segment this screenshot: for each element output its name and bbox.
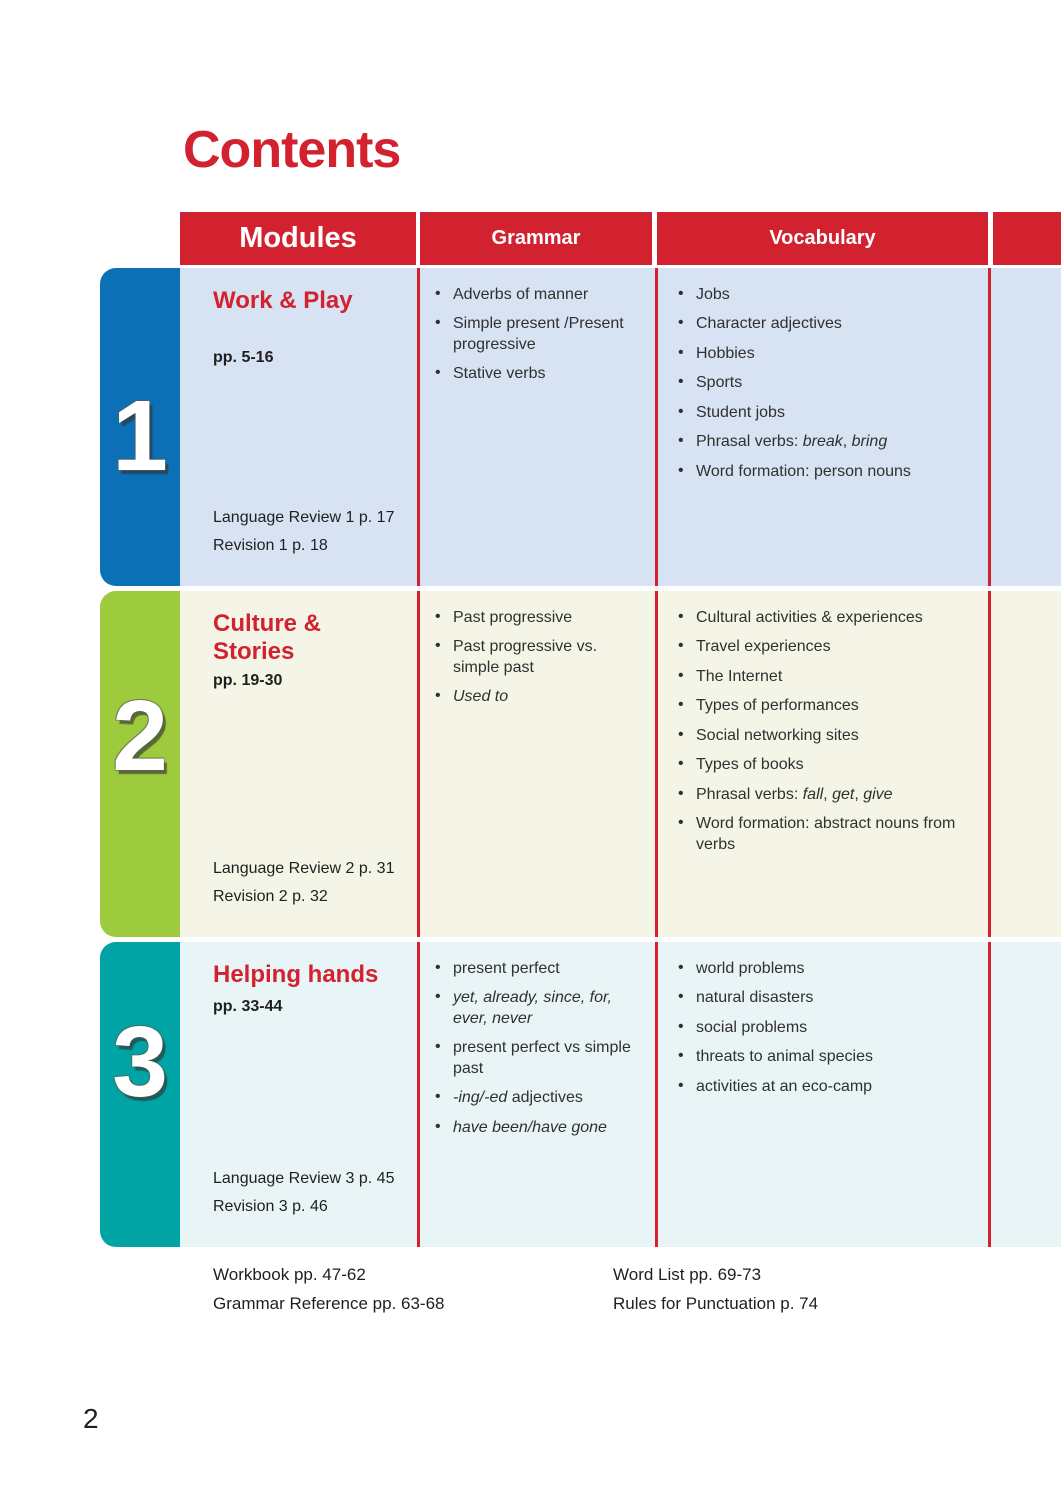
review-block: [213, 1165, 409, 1221]
list-item: • Types of books: [673, 755, 980, 775]
module-row: [100, 268, 1061, 586]
list-item: • Travel experiences: [673, 637, 980, 657]
list-item: • yet, already, since, for, ever, never: [430, 988, 647, 1029]
module-cells: [180, 591, 1061, 937]
vocabulary-list: [658, 942, 988, 1097]
list-item: • Adverbs of manner: [430, 285, 647, 305]
list-item: • world problems: [673, 959, 980, 979]
module-number-tab: [100, 268, 180, 586]
module-pages: pp. 5-16: [213, 349, 274, 367]
page-title: Contents: [183, 121, 401, 179]
list-item: • activities at an eco-camp: [673, 1077, 980, 1097]
list-item: • Past progressive: [430, 608, 647, 628]
list-item: • threats to animal species: [673, 1047, 980, 1067]
partial-cell: [988, 268, 1061, 586]
footer-word-list: Word List pp. 69-73: [613, 1265, 762, 1284]
module-number: 3: [112, 1006, 168, 1118]
list-item: • Used to: [430, 687, 647, 707]
revision: Revision 3 p. 46: [213, 1198, 328, 1215]
footer-workbook: Workbook pp. 47-62: [213, 1265, 366, 1284]
module-title: Work & Play: [213, 287, 353, 314]
module-row: [100, 942, 1061, 1247]
list-item: • natural disasters: [673, 988, 980, 1008]
review-block: [213, 504, 409, 560]
module-cells: [180, 942, 1061, 1247]
module-pages: pp. 33-44: [213, 998, 283, 1016]
language-review: Language Review 1 p. 17: [213, 509, 395, 526]
list-item: • Word formation: abstract nouns from verbs: [673, 814, 980, 855]
page-number: 2: [83, 1403, 99, 1434]
footer-grammar-reference: Grammar Reference pp. 63-68: [213, 1294, 445, 1313]
list-item: • Types of performances: [673, 696, 980, 716]
footer-rules-punctuation: Rules for Punctuation p. 74: [613, 1294, 819, 1313]
list-item: • have been/have gone: [430, 1118, 647, 1138]
table-header-row: [180, 212, 1061, 265]
list-item: • present perfect vs simple past: [430, 1038, 647, 1079]
list-item: • Stative verbs: [430, 364, 647, 384]
language-review: Language Review 3 p. 45: [213, 1170, 395, 1187]
list-item: • Past progressive vs. simple past: [430, 637, 647, 678]
modules-cell: [180, 942, 417, 1247]
grammar-cell: [417, 942, 655, 1247]
vocabulary-list: [658, 591, 988, 855]
list-item: • Student jobs: [673, 403, 980, 423]
contents-table: [100, 212, 1061, 1252]
module-cells: [180, 268, 1061, 586]
module-number-tab: [100, 591, 180, 937]
footer-right-column: [613, 1260, 818, 1318]
header-cell-grammar: Grammar: [420, 212, 652, 265]
list-item: • Jobs: [673, 285, 980, 305]
review-block: [213, 855, 409, 911]
list-item: • Cultural activities & experiences: [673, 608, 980, 628]
grammar-list: [420, 268, 655, 385]
list-item: • present perfect: [430, 959, 647, 979]
vocabulary-cell: [655, 942, 988, 1247]
revision: Revision 2 p. 32: [213, 888, 328, 905]
module-number: 2: [112, 680, 168, 792]
language-review: Language Review 2 p. 31: [213, 860, 395, 877]
module-row: [100, 591, 1061, 937]
revision: Revision 1 p. 18: [213, 537, 328, 554]
modules-cell: [180, 591, 417, 937]
list-item: • Social networking sites: [673, 726, 980, 746]
module-number-tab: [100, 942, 180, 1247]
list-item: • social problems: [673, 1018, 980, 1038]
list-item: • Hobbies: [673, 344, 980, 364]
header-cell-modules: Modules: [180, 212, 416, 265]
vocabulary-cell: [655, 591, 988, 937]
list-item: • Simple present /Present progressive: [430, 314, 647, 355]
list-item: • -ing/-ed adjectives: [430, 1088, 647, 1108]
grammar-cell: [417, 591, 655, 937]
vocabulary-list: [658, 268, 988, 482]
grammar-list: [420, 591, 655, 708]
list-item: • Character adjectives: [673, 314, 980, 334]
module-number: 1: [112, 380, 168, 492]
grammar-cell: [417, 268, 655, 586]
footer-left-column: [213, 1260, 445, 1318]
header-cell-partial: [993, 212, 1061, 265]
list-item: • Phrasal verbs: fall, get, give: [673, 785, 980, 805]
module-title: Helping hands: [213, 961, 379, 988]
partial-cell: [988, 591, 1061, 937]
module-pages: pp. 19-30: [213, 671, 283, 689]
module-rows-container: [100, 268, 1061, 1247]
list-item: • Phrasal verbs: break, bring: [673, 432, 980, 452]
module-title: Culture & Stories: [213, 610, 321, 666]
grammar-list: [420, 942, 655, 1138]
list-item: • Sports: [673, 373, 980, 393]
list-item: • The Internet: [673, 667, 980, 687]
list-item: • Word formation: person nouns: [673, 462, 980, 482]
vocabulary-cell: [655, 268, 988, 586]
modules-cell: [180, 268, 417, 586]
partial-cell: [988, 942, 1061, 1247]
header-cell-vocabulary: Vocabulary: [657, 212, 988, 265]
